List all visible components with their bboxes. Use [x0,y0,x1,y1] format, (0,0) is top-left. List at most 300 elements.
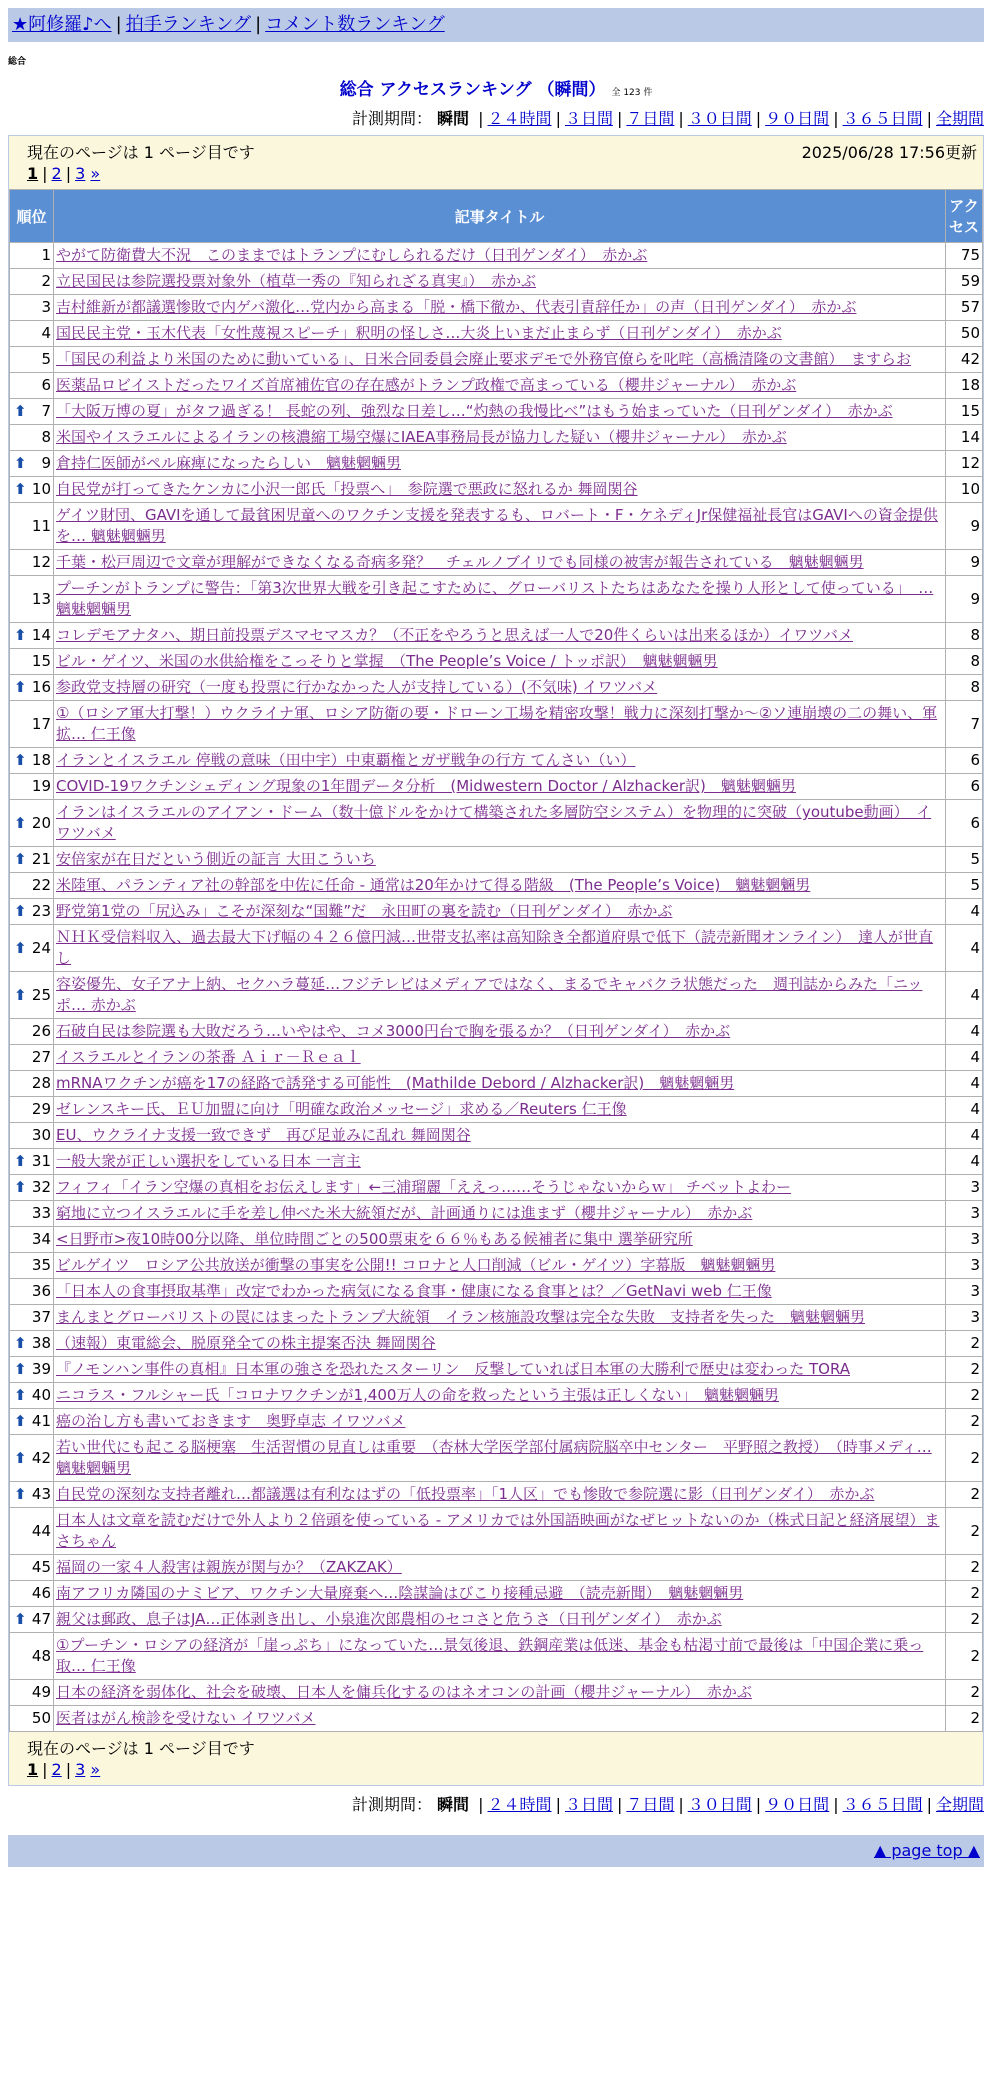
title-cell [54,550,946,576]
table-row [10,1331,983,1357]
rank-cell [10,847,54,873]
table-row [10,295,983,321]
access-count-cell: 4 [946,1019,983,1045]
title-cell [54,649,946,675]
period-link[interactable]: ２４時間 [487,109,552,128]
rank-number: 47 [31,1610,51,1628]
table-row [10,1201,983,1227]
rank-cell [10,295,54,321]
table-row [10,269,983,295]
article-link[interactable]: 若い世代にも起こる脳梗塞 生活習慣の見直しは重要 （杏林大学医学部付属病院脳卒中センター 平野照之教授） （時事メディ… 魑魅魍魎男 [56,1438,932,1477]
article-link[interactable]: 一般大衆が正しい選択をしている日本 一言主 [56,1152,361,1170]
period-link[interactable]: 全期間 [935,109,984,128]
article-link[interactable]: イスラエルとイランの茶番 Ａｉｒ－Ｒｅａｌ [56,1048,361,1066]
rank-number: 19 [31,777,51,795]
home-link[interactable]: ★阿修羅♪へ [12,14,112,35]
period-link[interactable]: ９０日間 [765,1795,830,1814]
access-count-cell: 4 [946,1149,983,1175]
period-link[interactable]: ３０日間 [687,1795,752,1814]
article-link[interactable]: 石破自民は参院選も大敗だろう…いやはや、コメ3000円台で胸を張るか？（日刊ゲンダイ） 赤かぶ [56,1022,731,1040]
rank-cell [10,1305,54,1331]
table-row [10,373,983,399]
access-count-cell: 59 [946,269,983,295]
period-link[interactable]: ７日間 [626,1795,675,1814]
title-cell [54,1305,946,1331]
access-count-cell: 2 [946,1331,983,1357]
rank-number: 8 [41,428,51,446]
rank-cell [10,451,54,477]
article-link[interactable]: EU、ウクライナ支援一致できず 再び足並みに乱れ 舞岡関谷 [56,1126,471,1144]
pager-separator: | [42,1760,48,1779]
rank-cell [10,1019,54,1045]
table-row [10,675,983,701]
article-link[interactable]: ビルゲイツ ロシア公共放送が衝撃の事実を公開!! コロナと人口削減（ビル・ゲイツ）字幕版 魑魅魍魎男 [56,1256,776,1274]
rank-number: 14 [31,626,51,644]
title-cell [54,451,946,477]
table-row [10,550,983,576]
rank-cell [10,1201,54,1227]
table-row [10,847,983,873]
title-cell [54,748,946,774]
rank-number: 26 [31,1022,51,1040]
rank-cell [10,550,54,576]
period-link[interactable]: ３６５日間 [842,109,923,128]
page-info-text: 現在のページは 1 ページ目です [27,143,255,162]
article-link[interactable]: ゼレンスキー氏、ＥＵ加盟に向け「明確な政治メッセージ」求める／Reuters 仁王像 [56,1100,627,1118]
article-link[interactable]: まんまとグローバリストの罠にはまったトランプ大統領 イラン核施設攻撃は完全な失敗 支持者を失った 魑魅魍魎男 [56,1308,865,1326]
rank-cell [10,1123,54,1149]
title-cell [54,701,946,748]
article-link[interactable]: 安倍家が在日だという側近の証言 大田こういち [56,850,376,868]
article-link[interactable]: 「日本人の食事摂取基準」改定でわかった病気になる食事・健康になる食事とは？／GetNavi web 仁王像 [56,1282,772,1300]
article-link[interactable]: ①プーチン・ロシアの経済が「崖っぷち」になっていた…景気後退、鉄鋼産業は低迷、基金も枯渇寸前で最後は「中国企業に乗っ取… 仁王像 [56,1636,924,1675]
access-count-cell: 5 [946,873,983,899]
pager-current-page: 1 [27,164,39,183]
article-link[interactable]: 倉持仁医師がペル麻痺になったらしい 魑魅魍魎男 [56,454,402,472]
article-link[interactable]: プーチンがトランプに警告：「第3次世界大戦を引き起こすために、グローバリストたちはあなたを操り人形として使っている」 … 魑魅魍魎男 [56,579,934,618]
table-row [10,1071,983,1097]
period-separator: | [555,109,561,128]
rank-up-arrow-icon: ⬆ [14,1610,27,1628]
article-link[interactable]: 医薬品ロビイストだったワイズ首席補佐官の存在感がトランプ政権で高まっている（櫻井ジャーナル） 赤かぶ [56,376,797,394]
title-cell [54,1201,946,1227]
article-link[interactable]: やがて防衛費大不況 このままではトランプにむしられるだけ（日刊ゲンダイ） 赤かぶ [56,246,648,264]
rank-up-arrow-icon: ⬆ [14,985,27,1004]
rank-number: 44 [31,1521,51,1540]
rank-cell [10,1357,54,1383]
article-link[interactable]: ゲイツ財団、GAVIを通して最貧困児童へのワクチン支援を発表するも、ロバート・F・ケネディJr保健福祉長官はGAVIへの資金提供を… 魑魅魍魎男 [56,506,938,545]
article-link[interactable]: フィフィ「イラン空爆の真相をお伝えします」←三浦瑠麗「ええっ……そうじゃないからｗ」 チベットよわー [56,1178,791,1196]
title-cell [54,873,946,899]
article-link[interactable]: ニコラス・フルシャー氏「コロナワクチンが1,400万人の命を救ったという主張は正しくない」 魑魅魍魎男 [56,1386,779,1404]
article-link[interactable]: 窮地に立つイスラエルに手を差し伸べた米大統領だが、計画通りには進まず（櫻井ジャーナル） 赤かぶ [56,1204,753,1222]
rank-number: 29 [31,1100,51,1118]
title-cell [54,347,946,373]
table-row [10,925,983,972]
pager-page-link[interactable]: 3 [75,1760,86,1779]
page-info-bar [9,136,983,162]
article-link[interactable]: イランはイスラエルのアイアン・ドーム（数十億ドルをかけて構築された多層防空システム）を物理的に突破（youtube動画） イワツバメ [56,803,932,842]
table-row [10,1435,983,1482]
period-separator: | [678,1795,684,1814]
access-count-cell: 2 [946,1409,983,1435]
title-cell [54,1045,946,1071]
title-cell [54,1097,946,1123]
period-current: 瞬間 [437,1795,470,1814]
title-cell [54,1706,946,1732]
rank-cell [10,477,54,503]
article-link[interactable]: 容姿優先、女子アナ上納、セクハラ蔓延…フジテレビはメディアではなく、まるでキャバクラ状態だった 週刊誌からみた「ニッポ… 赤かぶ [56,975,923,1014]
rank-number: 36 [31,1282,51,1300]
period-link[interactable]: ３日間 [564,1795,613,1814]
rank-number: 33 [31,1204,51,1222]
rank-cell [10,899,54,925]
rank-number: 7 [41,402,51,420]
pager-next-link[interactable]: » [90,1760,101,1779]
pager-page-link[interactable]: 2 [51,164,62,183]
article-link[interactable]: 自民党が打ってきたケンカに小沢一郎氏「投票へ」 参院選で悪政に怒れるか 舞岡関谷 [56,480,638,498]
rank-cell [10,373,54,399]
period-separator: | [926,109,932,128]
access-count-cell: 6 [946,748,983,774]
rank-number: 6 [41,376,51,394]
period-link[interactable]: 全期間 [935,1795,984,1814]
period-separator: | [833,1795,839,1814]
title-cell [54,1227,946,1253]
rank-number: 9 [41,454,51,472]
rank-cell [10,399,54,425]
rank-cell [10,1227,54,1253]
rank-number: 11 [31,516,51,535]
rank-number: 2 [41,272,51,290]
title-cell [54,1680,946,1706]
access-count-cell: 4 [946,899,983,925]
period-separator: | [678,109,684,128]
table-row [10,451,983,477]
access-count-cell: 2 [946,1383,983,1409]
rank-number: 24 [31,938,51,957]
article-link[interactable]: 日本の経済を弱体化、社会を破壊、日本人を傭兵化するのはネオコンの計画（櫻井ジャーナル） 赤かぶ [56,1683,752,1701]
title-cell [54,321,946,347]
access-count-cell: 75 [946,243,983,269]
rank-number: 1 [41,246,51,264]
period-selector-bottom [8,1792,984,1815]
article-link[interactable]: 国民民主党・玉木代表「女性蔑視スピーチ」釈明の怪しさ…大炎上いまだ止まらず（日刊ゲンダイ） 赤かぶ [56,324,782,342]
table-row [10,873,983,899]
table-row [10,321,983,347]
ranking-table [9,189,983,1732]
rank-number: 46 [31,1584,51,1602]
rank-cell [10,649,54,675]
access-count-cell: 3 [946,1253,983,1279]
rank-up-arrow-icon: ⬆ [14,1412,27,1430]
title-cell [54,925,946,972]
rank-cell [10,1279,54,1305]
access-count-cell: 10 [946,477,983,503]
access-count-cell: 2 [946,1581,983,1607]
table-row [10,1633,983,1680]
pager-separator: | [42,164,48,183]
period-link[interactable]: ３６５日間 [842,1795,923,1814]
rank-up-arrow-icon: ⬆ [14,850,27,868]
title-cell [54,477,946,503]
table-row [10,649,983,675]
period-separator: | [555,1795,561,1814]
page-heading [0,75,992,100]
top-nav [8,8,984,42]
title-cell [54,1555,946,1581]
pager-separator: | [65,164,72,183]
rank-cell [10,1706,54,1732]
period-link[interactable]: ９０日間 [765,109,830,128]
article-link[interactable]: コレデモアナタハ、期日前投票デスマセマスカ？（不正をやろうと思えば一人で20件くらいは出来るほか）イワツバメ [56,626,853,644]
table-row [10,399,983,425]
rank-up-arrow-icon: ⬆ [14,626,27,644]
period-link[interactable]: ７日間 [626,109,675,128]
table-row [10,1555,983,1581]
title-cell [54,1508,946,1555]
article-link[interactable]: イランとイスラエル 停戦の意味（田中宇）中東覇権とガザ戦争の行方 てんさい（い） [56,751,636,769]
pager-top [9,162,983,189]
rank-cell [10,873,54,899]
rank-number: 16 [31,678,51,696]
access-count-cell: 4 [946,1071,983,1097]
rank-number: 40 [31,1386,51,1404]
category-tag: 総合 [8,57,27,67]
rank-number: 10 [31,480,51,498]
article-link[interactable]: 米国やイスラエルによるイランの核濃縮工場空爆にIAEA事務局長が協力した疑い（櫻井ジャーナル） 赤かぶ [56,428,787,446]
access-count-cell: 2 [946,1706,983,1732]
article-link[interactable]: 福岡の一家４人殺害は親族が関与か？（ZAKZAK） [56,1558,402,1576]
title-cell [54,1357,946,1383]
ranking-table-body [10,243,983,1732]
title-cell [54,1071,946,1097]
period-label: 計測期間： [351,1795,432,1814]
rank-cell [10,623,54,649]
title-cell [54,1331,946,1357]
title-cell [54,373,946,399]
table-row [10,1045,983,1071]
title-cell [54,1279,946,1305]
article-link[interactable]: 「国民の利益より米国のために動いている」、日米合同委員会廃止要求デモで外務官僚らを叱咤（高橋清隆の文書館） ますらお [56,350,912,368]
article-link[interactable]: 野党第1党の「尻込み」こそが深刻な“国難”だ 永田町の裏を読む（日刊ゲンダイ） 赤かぶ [56,902,673,920]
rank-cell [10,1435,54,1482]
title-cell [54,1253,946,1279]
access-count-cell: 2 [946,1508,983,1555]
rank-number: 3 [41,298,51,316]
access-count-cell: 4 [946,1123,983,1149]
rank-cell [10,1149,54,1175]
article-link[interactable]: 吉村維新が都議選惨敗で内ゲバ激化…党内から高まる「脱・橋下徹か、代表引責辞任か」の声（日刊ゲンダイ） 赤かぶ [56,298,857,316]
period-links [474,1795,984,1814]
access-count-cell: 8 [946,675,983,701]
pager-page-link[interactable]: 3 [75,164,86,183]
pager-page-link[interactable]: 2 [51,1760,62,1779]
rank-cell [10,1581,54,1607]
rank-number: 5 [41,350,51,368]
access-count-cell: 3 [946,1279,983,1305]
access-count-cell: 8 [946,623,983,649]
table-row [10,576,983,623]
rank-number: 21 [31,850,51,868]
article-link[interactable]: （速報）東電総会、脱原発全ての株主提案否決 舞岡関谷 [56,1334,436,1352]
access-count-cell: 2 [946,1482,983,1508]
rank-up-arrow-icon: ⬆ [14,1386,27,1404]
article-link[interactable]: ＮＨＫ受信料収入、過去最大下げ幅の４２６億円減…世帯支払率は高知除き全都道府県で低下（読売新聞オンライン） 達人が世直し [56,928,934,967]
period-selector-top [8,106,984,129]
rank-cell [10,347,54,373]
access-count-cell: 50 [946,321,983,347]
page-info-bar-bottom [9,1732,983,1758]
nav-separator: | [255,14,262,35]
table-row [10,1227,983,1253]
period-separator: | [478,1795,484,1814]
rank-number: 32 [31,1178,51,1196]
table-row [10,1581,983,1607]
rank-up-arrow-icon: ⬆ [14,813,27,832]
rank-up-arrow-icon: ⬆ [14,1448,27,1467]
period-separator: | [616,1795,623,1814]
table-row [10,1680,983,1706]
table-row [10,477,983,503]
page-info-text-bottom: 現在のページは 1 ページ目です [27,1739,255,1758]
table-row [10,748,983,774]
total-count: 全 123 件 [611,88,653,98]
table-row [10,1409,983,1435]
article-link[interactable]: 立民国民は参院選投票対象外（植草一秀の『知られざる真実』） 赤かぶ [56,272,537,290]
period-separator: | [616,109,623,128]
rank-number: 37 [31,1308,51,1326]
article-link[interactable]: 自民党の深刻な支持者離れ…都議選は有利なはずの「低投票率」「1人区」でも惨敗で参院選に影（日刊ゲンダイ） 赤かぶ [56,1485,875,1503]
rank-cell [10,800,54,847]
table-header-row [10,190,983,243]
period-links [474,109,984,128]
article-link[interactable]: mRNAワクチンが癌を17の経路で誘発する可能性 (Mathilde Debord / Alzhacker訳) 魑魅魍魎男 [56,1074,735,1092]
article-link[interactable]: 千葉・松戸周辺で文章が理解ができなくなる奇病多発？ チェルノブイリでも同様の被害が報告されている 魑魅魍魎男 [56,553,864,571]
rank-number: 38 [31,1334,51,1352]
rank-number: 42 [31,1448,51,1467]
rank-up-arrow-icon: ⬆ [14,454,27,472]
article-link[interactable]: COVID-19ワクチンシェディング現象の1年間データ分析 (Midwestern Doctor / Alzhacker訳) 魑魅魍魎男 [56,777,796,795]
rank-number: 15 [31,652,51,670]
article-link[interactable]: ①（ロシア軍大打撃！）ウクライナ軍、ロシア防衛の要・ドローン工場を精密攻撃！戦力に深刻打撃か～②ソ連崩壊の二の舞い、軍拡… 仁王像 [56,704,938,743]
ranking-panel [8,135,984,1786]
rank-cell [10,1607,54,1633]
clap-ranking-link[interactable]: 拍手ランキング [125,14,252,35]
period-link[interactable]: ２４時間 [487,1795,552,1814]
title-cell [54,1383,946,1409]
access-count-cell: 8 [946,649,983,675]
rank-number: 17 [31,714,51,733]
rank-up-arrow-icon: ⬆ [14,938,27,957]
article-link[interactable]: 南アフリカ隣国のナミビア、ワクチン大量廃棄へ…陰謀論はびこり接種忌避 （読売新聞） 魑魅魍魎男 [56,1584,744,1602]
period-link[interactable]: ３０日間 [687,109,752,128]
article-link[interactable]: ビル・ゲイツ、米国の水供給権をこっそりと掌握 （The People’s Voice / トッポ訳） 魑魅魍魎男 [56,652,718,670]
rank-cell [10,1071,54,1097]
rank-up-arrow-icon: ⬆ [14,1485,27,1503]
access-count-cell: 9 [946,576,983,623]
rank-number: 39 [31,1360,51,1378]
rank-number: 27 [31,1048,51,1066]
access-count-cell: 12 [946,451,983,477]
rank-cell [10,1680,54,1706]
access-count-cell: 3 [946,1175,983,1201]
rank-cell [10,1175,54,1201]
table-row [10,1253,983,1279]
article-link[interactable]: 参政党支持層の研究（一度も投票に行かなかった人が支持している）(不気味) イワツバメ [56,678,658,696]
rank-cell [10,425,54,451]
rank-up-arrow-icon: ⬆ [14,480,27,498]
period-separator: | [833,109,839,128]
pager-current-page: 1 [27,1760,39,1779]
title-cell [54,243,946,269]
rank-up-arrow-icon: ⬆ [14,678,27,696]
title-cell [54,1482,946,1508]
article-link[interactable]: 「大阪万博の夏」がタフ過ぎる！ 長蛇の列、強烈な日差し…“灼熱の我慢比べ”はもう始まっていた（日刊ゲンダイ） 赤かぶ [56,402,893,420]
rank-cell [10,925,54,972]
access-count-cell: 4 [946,972,983,1019]
article-link[interactable]: 親父は郵政、息子はJA…正体剥き出し、小泉進次郎農相のセコさと危うさ（日刊ゲンダイ） 赤かぶ [56,1610,722,1628]
access-count-cell: 2 [946,1607,983,1633]
pager-next-link[interactable]: » [90,164,101,183]
period-label: 計測期間： [351,109,432,128]
period-separator: | [755,109,762,128]
access-count-cell: 4 [946,925,983,972]
rank-cell [10,1482,54,1508]
access-count-cell: 3 [946,1201,983,1227]
rank-number: 43 [31,1485,51,1503]
rank-number: 35 [31,1256,51,1274]
rank-number: 34 [31,1230,51,1248]
footer-bar [8,1835,984,1867]
table-row [10,1279,983,1305]
rank-up-arrow-icon: ⬆ [14,402,27,420]
rank-cell [10,1253,54,1279]
pager-bottom [9,1758,983,1785]
table-row [10,774,983,800]
access-count-cell: 6 [946,774,983,800]
comment-ranking-link[interactable]: コメント数ランキング [265,14,445,35]
nav-separator: | [115,14,122,35]
article-link[interactable]: 癌の治し方も書いておきます 奥野卓志 イワツバメ [56,1412,406,1430]
article-link[interactable]: 医者はがん検診を受けない イワツバメ [56,1709,316,1727]
rank-number: 4 [41,324,51,342]
rank-number: 12 [31,553,51,571]
rank-number: 30 [31,1126,51,1144]
access-count-cell: 2 [946,1357,983,1383]
article-link[interactable]: <日野市>夜10時00分以降、単位時間ごとの500票束を６６％もある候補者に集中 選挙研究所 [56,1230,693,1248]
rank-up-arrow-icon: ⬆ [14,1178,27,1196]
article-link[interactable]: 米陸軍、パランティア社の幹部を中佐に任命 - 通常は20年かけて得る階級 (The People’s Voice) 魑魅魍魎男 [56,876,811,894]
access-count-cell: 2 [946,1435,983,1482]
rank-up-arrow-icon: ⬆ [14,1334,27,1352]
period-link[interactable]: ３日間 [564,109,613,128]
title-cell [54,1149,946,1175]
access-count-cell: 3 [946,1227,983,1253]
access-count-cell: 2 [946,1633,983,1680]
title-cell [54,1123,946,1149]
access-count-cell: 9 [946,550,983,576]
article-link[interactable]: 『ノモンハン事件の真相』日本軍の強さを恐れたスターリン 反撃していれば日本軍の大勝利で歴史は変わった TORA [56,1360,851,1378]
access-count-cell: 2 [946,1680,983,1706]
page-top-link[interactable]: ▲ page top ▲ [873,1841,980,1860]
rank-cell [10,269,54,295]
article-link[interactable]: 日本人は文章を読むだけで外人より２倍頭を使っている - アメリカでは外国語映画がなぜヒットないのか（株式日記と経済展望）まさちゃん [56,1511,940,1550]
table-row [10,1175,983,1201]
title-cell [54,1607,946,1633]
access-count-cell: 3 [946,1305,983,1331]
page-title: 総合 アクセスランキング （瞬間） [339,80,606,100]
